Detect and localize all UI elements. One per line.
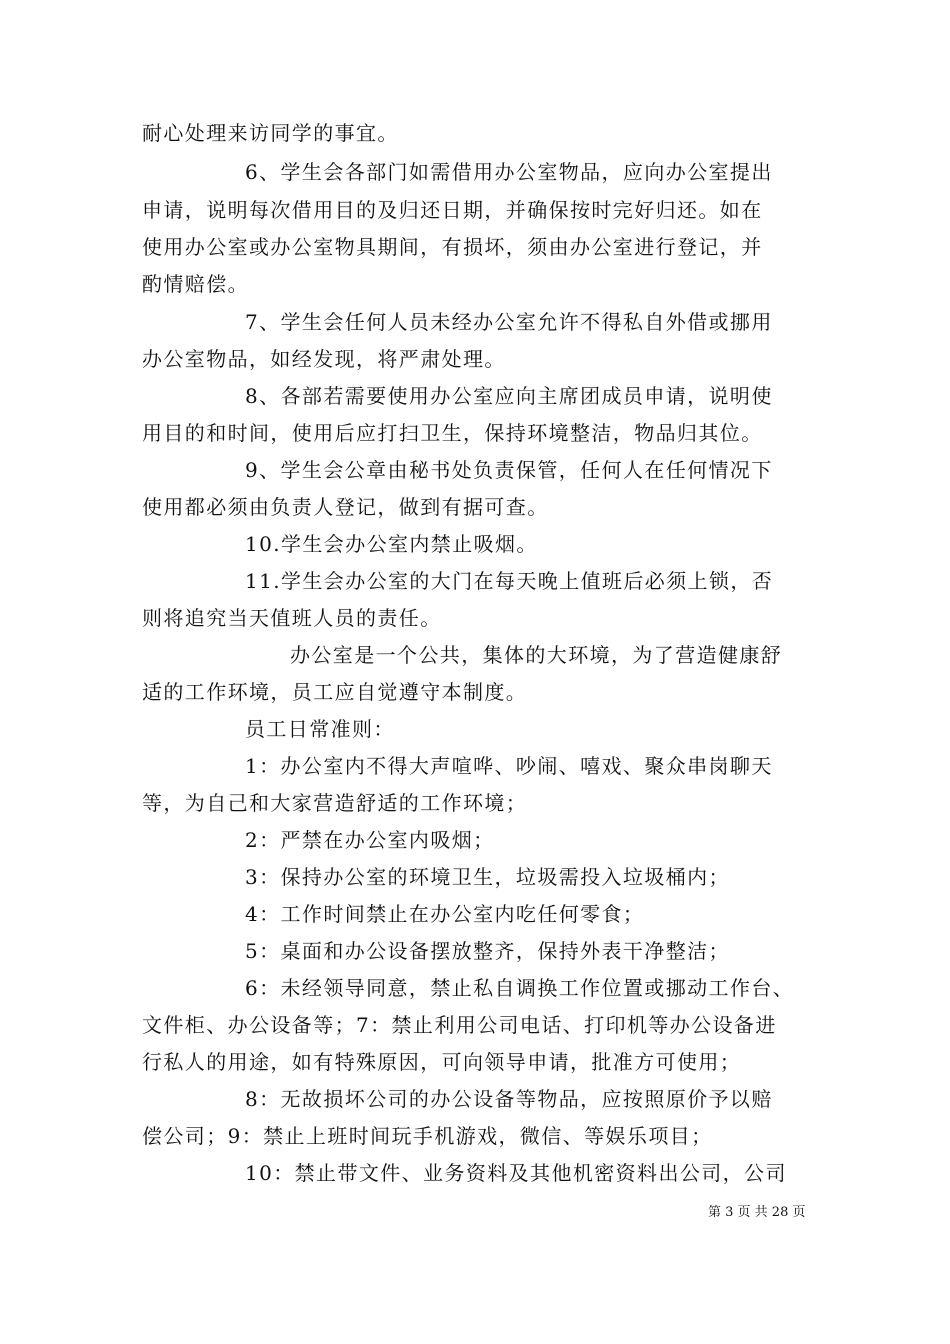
text-line: 8、各部若需要使用办公室应向主席团成员申请，说明使 (245, 384, 773, 408)
text-line: 10：禁止带文件、业务资料及其他机密资料出公司，公司 (245, 1161, 787, 1185)
text-line: 9、学生会公章由秘书处负责保管，任何人在任何情况下 (245, 458, 773, 482)
text-line: 11.学生会办公室的大门在每天晚上值班后必须上锁，否 (245, 569, 774, 593)
text-line: 等，为自己和大家营造舒适的工作环境； (142, 791, 528, 815)
text-line: 使用都必须由负责人登记，做到有据可查。 (142, 495, 549, 519)
text-line: 文件柜、办公设备等；7：禁止利用公司电话、打印机等办公设备进 (142, 1013, 777, 1037)
page-number: 第 3 页 共 28 页 (708, 1205, 806, 1220)
text-line: 办公室物品，如经发现，将严肃处理。 (142, 347, 506, 371)
text-line: 10.学生会办公室内禁止吸烟。 (245, 532, 538, 556)
text-line: 员工日常准则： (245, 717, 395, 741)
text-line: 耐心处理来访同学的事宜。 (142, 121, 399, 145)
text-line: 则将追究当天值班人员的责任。 (142, 606, 442, 630)
text-line: 申请，说明每次借用目的及归还日期，并确保按时完好归还。如在 (142, 198, 763, 222)
text-line: 偿公司；9：禁止上班时间玩手机游戏，微信、等娱乐项目； (142, 1124, 713, 1148)
text-line: 5：桌面和办公设备摆放整齐，保持外表干净整洁； (245, 939, 730, 963)
text-line: 6、学生会各部门如需借用办公室物品，应向办公室提出 (245, 160, 773, 184)
text-line: 1：办公室内不得大声喧哗、吵闹、嘻戏、聚众串岗聊天 (245, 754, 773, 778)
text-line: 2：严禁在办公室内吸烟； (245, 828, 495, 852)
text-line: 3：保持办公室的环境卫生，垃圾需投入垃圾桶内； (245, 865, 730, 889)
text-line: 行私人的用途，如有特殊原因，可向领导申请，批准方可使用； (142, 1050, 742, 1074)
text-line: 4：工作时间禁止在办公室内吃任何零食； (245, 902, 645, 926)
text-line: 使用办公室或办公室物具期间，有损坏，须由办公室进行登记，并 (142, 235, 763, 259)
text-line: 8：无故损坏公司的办公设备等物品，应按照原价予以赔 (245, 1087, 773, 1111)
text-line: 适的工作环境，员工应自觉遵守本制度。 (142, 680, 528, 704)
text-line: 7、学生会任何人员未经办公室允许不得私自外借或挪用 (245, 310, 773, 334)
text-line: 用目的和时间，使用后应打扫卫生，保持环境整洁，物品归其位。 (142, 421, 763, 445)
text-line: 酌情赔偿。 (142, 272, 249, 296)
text-line: 办公室是一个公共，集体的大环境，为了营造健康舒 (290, 643, 783, 667)
text-line: 6：未经领导同意，禁止私自调换工作位置或挪动工作台、 (245, 976, 795, 1000)
